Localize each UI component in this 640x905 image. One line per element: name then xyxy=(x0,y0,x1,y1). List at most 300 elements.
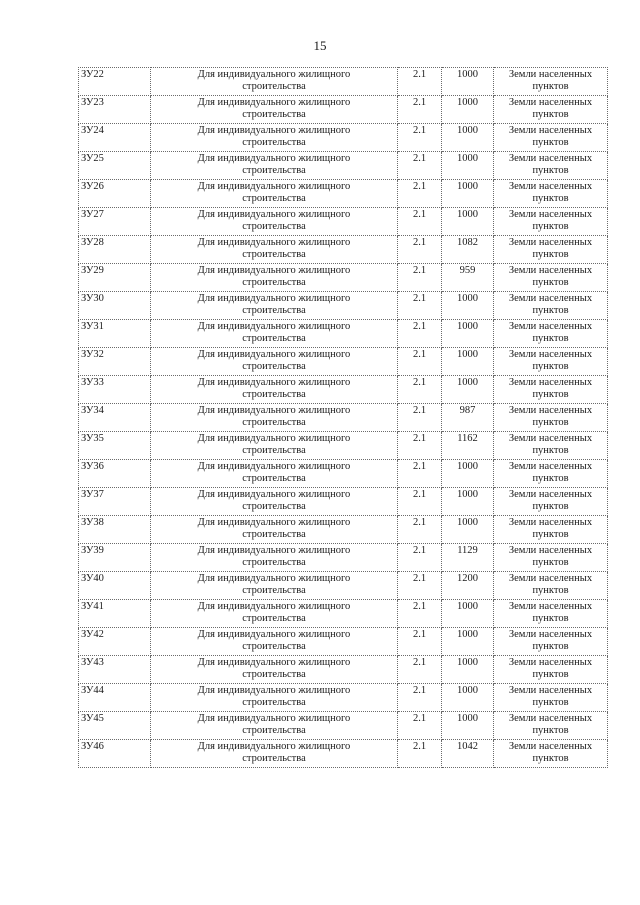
permitted-use-line-1: Для индивидуального жилищного xyxy=(197,97,351,108)
land-category-cell xyxy=(494,712,608,740)
land-category-line-2: пунктов xyxy=(532,613,569,624)
table-row xyxy=(79,404,608,432)
use-code: 2.1 xyxy=(412,153,427,164)
land-plots-table-body xyxy=(79,68,608,768)
area-cell xyxy=(442,432,494,460)
plot-area: 1000 xyxy=(457,629,478,640)
use-code: 2.1 xyxy=(412,97,427,108)
land-category-cell xyxy=(494,516,608,544)
plot-id-cell xyxy=(79,376,151,404)
permitted-use-cell xyxy=(151,572,398,600)
permitted-use-cell xyxy=(151,656,398,684)
use-code: 2.1 xyxy=(412,713,427,724)
table-row xyxy=(79,320,608,348)
permitted-use-cell xyxy=(151,376,398,404)
land-category-line-1: Земли населенных xyxy=(508,349,593,360)
plot-id: ЗУ44 xyxy=(81,685,104,696)
land-category-line-1: Земли населенных xyxy=(508,573,593,584)
use-code: 2.1 xyxy=(412,181,427,192)
plot-id-cell xyxy=(79,544,151,572)
area-cell xyxy=(442,320,494,348)
permitted-use-line-1: Для индивидуального жилищного xyxy=(197,517,351,528)
land-category-line-1: Земли населенных xyxy=(508,545,593,556)
use-code-cell xyxy=(398,152,442,180)
area-cell xyxy=(442,376,494,404)
use-code-cell xyxy=(398,488,442,516)
plot-area: 1000 xyxy=(457,489,478,500)
area-cell xyxy=(442,180,494,208)
area-cell xyxy=(442,740,494,768)
permitted-use-line-2: строительства xyxy=(242,249,306,260)
plot-id-cell xyxy=(79,740,151,768)
plot-area: 1000 xyxy=(457,293,478,304)
permitted-use-cell xyxy=(151,488,398,516)
area-cell xyxy=(442,544,494,572)
table-row xyxy=(79,572,608,600)
land-category-line-2: пунктов xyxy=(532,109,569,120)
use-code-cell xyxy=(398,740,442,768)
use-code: 2.1 xyxy=(412,293,427,304)
plot-id: ЗУ42 xyxy=(81,629,104,640)
use-code-cell xyxy=(398,684,442,712)
land-category-cell xyxy=(494,628,608,656)
area-cell xyxy=(442,348,494,376)
plot-id: ЗУ22 xyxy=(81,69,104,80)
plot-area: 1000 xyxy=(457,125,478,136)
plot-area: 1082 xyxy=(457,237,478,248)
area-cell xyxy=(442,152,494,180)
permitted-use-cell xyxy=(151,236,398,264)
land-category-line-1: Земли населенных xyxy=(508,657,593,668)
land-category-line-2: пунктов xyxy=(532,137,569,148)
plot-id: ЗУ41 xyxy=(81,601,104,612)
table-row xyxy=(79,180,608,208)
plot-id: ЗУ32 xyxy=(81,349,104,360)
plot-id-cell xyxy=(79,712,151,740)
land-category-cell xyxy=(494,684,608,712)
plot-area: 1000 xyxy=(457,321,478,332)
permitted-use-line-2: строительства xyxy=(242,305,306,316)
permitted-use-line-1: Для индивидуального жилищного xyxy=(197,489,351,500)
area-cell xyxy=(442,460,494,488)
table-row xyxy=(79,68,608,96)
plot-area: 1000 xyxy=(457,601,478,612)
use-code: 2.1 xyxy=(412,685,427,696)
permitted-use-line-2: строительства xyxy=(242,109,306,120)
plot-id-cell xyxy=(79,572,151,600)
plot-area: 1000 xyxy=(457,97,478,108)
land-category-cell xyxy=(494,544,608,572)
plot-area: 1200 xyxy=(457,573,478,584)
table-row xyxy=(79,600,608,628)
permitted-use-line-1: Для индивидуального жилищного xyxy=(197,69,351,80)
permitted-use-line-2: строительства xyxy=(242,277,306,288)
plot-id: ЗУ30 xyxy=(81,293,104,304)
permitted-use-cell xyxy=(151,264,398,292)
table-row xyxy=(79,684,608,712)
use-code-cell xyxy=(398,208,442,236)
use-code: 2.1 xyxy=(412,601,427,612)
plot-area: 1129 xyxy=(457,545,478,556)
permitted-use-line-1: Для индивидуального жилищного xyxy=(197,377,351,388)
use-code: 2.1 xyxy=(412,517,427,528)
plot-area: 1000 xyxy=(457,517,478,528)
plot-id: ЗУ33 xyxy=(81,377,104,388)
permitted-use-line-1: Для индивидуального жилищного xyxy=(197,433,351,444)
use-code-cell xyxy=(398,96,442,124)
land-category-line-2: пунктов xyxy=(532,501,569,512)
permitted-use-cell xyxy=(151,180,398,208)
land-category-line-2: пунктов xyxy=(532,165,569,176)
land-category-cell xyxy=(494,68,608,96)
land-category-cell xyxy=(494,180,608,208)
permitted-use-line-2: строительства xyxy=(242,165,306,176)
plot-id: ЗУ29 xyxy=(81,265,104,276)
plot-id-cell xyxy=(79,432,151,460)
land-category-line-1: Земли населенных xyxy=(508,517,593,528)
area-cell xyxy=(442,656,494,684)
use-code-cell xyxy=(398,432,442,460)
plot-id: ЗУ23 xyxy=(81,97,104,108)
table-row xyxy=(79,96,608,124)
plot-id-cell xyxy=(79,404,151,432)
permitted-use-line-2: строительства xyxy=(242,81,306,92)
permitted-use-line-1: Для индивидуального жилищного xyxy=(197,741,351,752)
permitted-use-line-1: Для индивидуального жилищного xyxy=(197,657,351,668)
permitted-use-line-2: строительства xyxy=(242,221,306,232)
use-code-cell xyxy=(398,544,442,572)
land-category-cell xyxy=(494,740,608,768)
permitted-use-cell xyxy=(151,740,398,768)
land-category-line-1: Земли населенных xyxy=(508,713,593,724)
plot-id-cell xyxy=(79,516,151,544)
land-category-line-1: Земли населенных xyxy=(508,377,593,388)
use-code: 2.1 xyxy=(412,349,427,360)
permitted-use-line-1: Для индивидуального жилищного xyxy=(197,461,351,472)
plot-id-cell xyxy=(79,684,151,712)
land-category-line-1: Земли населенных xyxy=(508,629,593,640)
land-category-line-2: пунктов xyxy=(532,193,569,204)
land-category-cell xyxy=(494,656,608,684)
area-cell xyxy=(442,292,494,320)
use-code-cell xyxy=(398,712,442,740)
plot-id: ЗУ28 xyxy=(81,237,104,248)
permitted-use-cell xyxy=(151,544,398,572)
plot-id: ЗУ43 xyxy=(81,657,104,668)
use-code-cell xyxy=(398,628,442,656)
permitted-use-cell xyxy=(151,628,398,656)
permitted-use-cell xyxy=(151,432,398,460)
land-category-cell xyxy=(494,152,608,180)
land-category-cell xyxy=(494,124,608,152)
land-category-line-2: пунктов xyxy=(532,333,569,344)
plot-area: 1000 xyxy=(457,209,478,220)
permitted-use-line-1: Для индивидуального жилищного xyxy=(197,349,351,360)
land-category-cell xyxy=(494,236,608,264)
land-category-line-1: Земли населенных xyxy=(508,405,593,416)
use-code: 2.1 xyxy=(412,657,427,668)
use-code: 2.1 xyxy=(412,629,427,640)
area-cell xyxy=(442,600,494,628)
land-category-line-1: Земли населенных xyxy=(508,69,593,80)
table-row xyxy=(79,376,608,404)
use-code-cell xyxy=(398,404,442,432)
land-category-line-1: Земли населенных xyxy=(508,461,593,472)
land-category-line-2: пунктов xyxy=(532,361,569,372)
table-row xyxy=(79,208,608,236)
land-category-line-1: Земли населенных xyxy=(508,209,593,220)
land-category-line-2: пунктов xyxy=(532,557,569,568)
plot-id: ЗУ27 xyxy=(81,209,104,220)
permitted-use-line-2: строительства xyxy=(242,333,306,344)
permitted-use-line-2: строительства xyxy=(242,585,306,596)
use-code: 2.1 xyxy=(412,377,427,388)
plot-id-cell xyxy=(79,264,151,292)
permitted-use-cell xyxy=(151,600,398,628)
plot-id: ЗУ25 xyxy=(81,153,104,164)
permitted-use-line-2: строительства xyxy=(242,193,306,204)
permitted-use-line-2: строительства xyxy=(242,361,306,372)
table-row xyxy=(79,236,608,264)
permitted-use-cell xyxy=(151,516,398,544)
table-row xyxy=(79,544,608,572)
land-category-cell xyxy=(494,432,608,460)
use-code-cell xyxy=(398,320,442,348)
use-code: 2.1 xyxy=(412,69,427,80)
use-code-cell xyxy=(398,264,442,292)
use-code-cell xyxy=(398,656,442,684)
land-category-line-2: пунктов xyxy=(532,697,569,708)
land-category-line-1: Земли населенных xyxy=(508,125,593,136)
permitted-use-line-2: строительства xyxy=(242,137,306,148)
plot-id-cell xyxy=(79,124,151,152)
use-code-cell xyxy=(398,516,442,544)
table-row xyxy=(79,348,608,376)
land-category-line-1: Земли населенных xyxy=(508,293,593,304)
permitted-use-cell xyxy=(151,460,398,488)
permitted-use-line-2: строительства xyxy=(242,641,306,652)
permitted-use-line-2: строительства xyxy=(242,725,306,736)
permitted-use-line-1: Для индивидуального жилищного xyxy=(197,265,351,276)
plot-area: 1000 xyxy=(457,349,478,360)
land-category-cell xyxy=(494,348,608,376)
permitted-use-cell xyxy=(151,68,398,96)
land-category-cell xyxy=(494,572,608,600)
area-cell xyxy=(442,516,494,544)
plot-area: 1000 xyxy=(457,685,478,696)
plot-id-cell xyxy=(79,96,151,124)
plot-id: ЗУ24 xyxy=(81,125,104,136)
area-cell xyxy=(442,68,494,96)
table-row xyxy=(79,264,608,292)
permitted-use-line-1: Для индивидуального жилищного xyxy=(197,209,351,220)
permitted-use-line-2: строительства xyxy=(242,417,306,428)
land-category-line-2: пунктов xyxy=(532,529,569,540)
table-row xyxy=(79,152,608,180)
permitted-use-cell xyxy=(151,208,398,236)
permitted-use-cell xyxy=(151,404,398,432)
plot-id: ЗУ40 xyxy=(81,573,104,584)
area-cell xyxy=(442,628,494,656)
use-code-cell xyxy=(398,572,442,600)
permitted-use-cell xyxy=(151,684,398,712)
permitted-use-line-2: строительства xyxy=(242,529,306,540)
land-category-line-1: Земли населенных xyxy=(508,601,593,612)
area-cell xyxy=(442,404,494,432)
land-category-line-2: пунктов xyxy=(532,669,569,680)
use-code-cell xyxy=(398,124,442,152)
use-code-cell xyxy=(398,600,442,628)
land-category-line-2: пунктов xyxy=(532,585,569,596)
table-row xyxy=(79,740,608,768)
use-code: 2.1 xyxy=(412,209,427,220)
plot-id: ЗУ36 xyxy=(81,461,104,472)
land-category-line-1: Земли населенных xyxy=(508,97,593,108)
permitted-use-cell xyxy=(151,348,398,376)
plot-id-cell xyxy=(79,348,151,376)
use-code: 2.1 xyxy=(412,573,427,584)
land-category-line-1: Земли населенных xyxy=(508,321,593,332)
permitted-use-line-1: Для индивидуального жилищного xyxy=(197,573,351,584)
plot-area: 1000 xyxy=(457,153,478,164)
plot-id: ЗУ45 xyxy=(81,713,104,724)
permitted-use-line-2: строительства xyxy=(242,613,306,624)
permitted-use-line-2: строительства xyxy=(242,557,306,568)
permitted-use-line-1: Для индивидуального жилищного xyxy=(197,321,351,332)
permitted-use-line-2: строительства xyxy=(242,389,306,400)
use-code-cell xyxy=(398,236,442,264)
use-code: 2.1 xyxy=(412,489,427,500)
use-code-cell xyxy=(398,180,442,208)
area-cell xyxy=(442,712,494,740)
land-category-cell xyxy=(494,404,608,432)
land-category-line-1: Земли населенных xyxy=(508,237,593,248)
plot-area: 959 xyxy=(459,265,476,276)
permitted-use-cell xyxy=(151,712,398,740)
area-cell xyxy=(442,684,494,712)
plot-id-cell xyxy=(79,656,151,684)
land-category-line-2: пунктов xyxy=(532,417,569,428)
page-number: 15 xyxy=(313,38,327,53)
plot-id-cell xyxy=(79,292,151,320)
permitted-use-line-1: Для индивидуального жилищного xyxy=(197,405,351,416)
plot-area: 987 xyxy=(459,405,476,416)
use-code: 2.1 xyxy=(412,741,427,752)
permitted-use-cell xyxy=(151,124,398,152)
permitted-use-line-1: Для индивидуального жилищного xyxy=(197,713,351,724)
plot-id-cell xyxy=(79,180,151,208)
land-category-cell xyxy=(494,264,608,292)
land-category-line-1: Земли населенных xyxy=(508,685,593,696)
permitted-use-line-1: Для индивидуального жилищного xyxy=(197,601,351,612)
land-category-line-2: пунктов xyxy=(532,305,569,316)
use-code-cell xyxy=(398,68,442,96)
table-row xyxy=(79,628,608,656)
permitted-use-line-1: Для индивидуального жилищного xyxy=(197,237,351,248)
land-category-line-2: пунктов xyxy=(532,753,569,764)
permitted-use-line-2: строительства xyxy=(242,753,306,764)
permitted-use-line-1: Для индивидуального жилищного xyxy=(197,293,351,304)
land-plots-table xyxy=(78,67,608,768)
use-code: 2.1 xyxy=(412,461,427,472)
area-cell xyxy=(442,572,494,600)
land-category-line-2: пунктов xyxy=(532,81,569,92)
permitted-use-line-1: Для индивидуального жилищного xyxy=(197,685,351,696)
area-cell xyxy=(442,124,494,152)
plot-area: 1000 xyxy=(457,657,478,668)
land-category-cell xyxy=(494,488,608,516)
land-category-cell xyxy=(494,208,608,236)
use-code: 2.1 xyxy=(412,237,427,248)
permitted-use-line-2: строительства xyxy=(242,501,306,512)
plot-area: 1162 xyxy=(457,433,478,444)
permitted-use-line-1: Для индивидуального жилищного xyxy=(197,153,351,164)
land-category-line-2: пунктов xyxy=(532,473,569,484)
plot-id-cell xyxy=(79,68,151,96)
land-category-line-1: Земли населенных xyxy=(508,181,593,192)
use-code: 2.1 xyxy=(412,125,427,136)
plot-id-cell xyxy=(79,460,151,488)
area-cell xyxy=(442,264,494,292)
land-category-line-2: пунктов xyxy=(532,445,569,456)
plot-area: 1000 xyxy=(457,69,478,80)
permitted-use-cell xyxy=(151,152,398,180)
plot-id: ЗУ39 xyxy=(81,545,104,556)
land-category-cell xyxy=(494,96,608,124)
permitted-use-line-2: строительства xyxy=(242,473,306,484)
use-code: 2.1 xyxy=(412,545,427,556)
table-row xyxy=(79,712,608,740)
area-cell xyxy=(442,208,494,236)
land-category-line-1: Земли населенных xyxy=(508,433,593,444)
permitted-use-line-1: Для индивидуального жилищного xyxy=(197,545,351,556)
plot-area: 1000 xyxy=(457,181,478,192)
land-category-line-1: Земли населенных xyxy=(508,265,593,276)
land-category-line-1: Земли населенных xyxy=(508,741,593,752)
land-category-line-2: пунктов xyxy=(532,389,569,400)
land-category-cell xyxy=(494,292,608,320)
area-cell xyxy=(442,96,494,124)
table-row xyxy=(79,124,608,152)
table-row xyxy=(79,460,608,488)
table-row xyxy=(79,516,608,544)
use-code-cell xyxy=(398,348,442,376)
land-category-cell xyxy=(494,376,608,404)
plot-area: 1000 xyxy=(457,377,478,388)
land-category-line-2: пунктов xyxy=(532,725,569,736)
plot-id-cell xyxy=(79,600,151,628)
plot-id-cell xyxy=(79,208,151,236)
use-code: 2.1 xyxy=(412,321,427,332)
plot-id-cell xyxy=(79,488,151,516)
table-row xyxy=(79,292,608,320)
permitted-use-line-1: Для индивидуального жилищного xyxy=(197,629,351,640)
use-code: 2.1 xyxy=(412,405,427,416)
permitted-use-line-2: строительства xyxy=(242,669,306,680)
plot-id: ЗУ31 xyxy=(81,321,104,332)
area-cell xyxy=(442,236,494,264)
plot-id: ЗУ37 xyxy=(81,489,104,500)
land-category-cell xyxy=(494,320,608,348)
plot-id: ЗУ34 xyxy=(81,405,104,416)
plot-id-cell xyxy=(79,236,151,264)
land-category-line-1: Земли населенных xyxy=(508,489,593,500)
permitted-use-cell xyxy=(151,96,398,124)
permitted-use-cell xyxy=(151,320,398,348)
plot-id: ЗУ26 xyxy=(81,181,104,192)
permitted-use-line-1: Для индивидуального жилищного xyxy=(197,181,351,192)
use-code-cell xyxy=(398,292,442,320)
